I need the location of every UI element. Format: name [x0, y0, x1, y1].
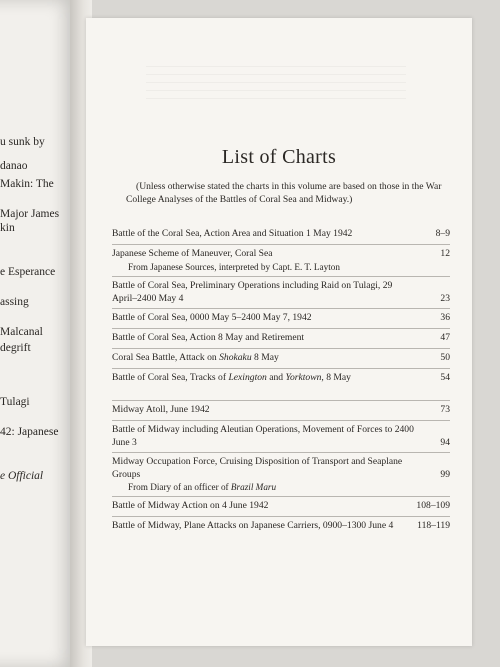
left-page-line: assing — [0, 296, 29, 308]
show-through-text — [146, 66, 406, 106]
chart-entry — [112, 372, 450, 385]
chart-entry-page: 36 — [440, 312, 450, 323]
left-page-line: degrift — [0, 342, 31, 354]
chart-entry-page: 23 — [440, 292, 450, 304]
left-page-line: Malcanal — [0, 326, 43, 338]
chart-entry-page: 50 — [440, 352, 450, 363]
chart-entry-source: From Diary of an officer of Brazil Maru — [128, 482, 277, 492]
chart-entry-source: From Japanese Sources, interpreted by Capt. E. T. Layton — [128, 261, 340, 272]
chart-entry-page: 47 — [440, 332, 450, 343]
left-page-line: Major James — [0, 208, 60, 220]
divider — [112, 452, 450, 453]
left-page-line: 42: Japanese — [0, 426, 59, 438]
left-page-line: e Official — [0, 470, 44, 482]
chart-entry — [112, 248, 450, 273]
intro-paragraph: (Unless otherwise stated the charts in this volume are based on those in the War College Analyses of the Battles of Coral Sea and Midway.) — [126, 181, 442, 205]
left-page-line: kin — [0, 222, 15, 234]
chart-entry — [112, 404, 450, 417]
chart-entry — [112, 520, 450, 533]
page-title: List of Charts — [221, 146, 337, 168]
left-page-line: danao — [0, 160, 28, 172]
chart-entry-title: Battle of Coral Sea, Action 8 May and Retirement — [112, 332, 305, 343]
chart-entry-title: Coral Sea Battle, Attack on Shokaku 8 May — [112, 352, 279, 363]
divider — [112, 328, 450, 329]
left-page — [0, 0, 75, 667]
chart-entry-page: 94 — [440, 436, 450, 448]
chart-entry — [112, 500, 450, 513]
chart-entry-page: 54 — [440, 372, 450, 383]
chart-entry-title: Battle of Coral Sea, Tracks of Lexington and Yorktown, 8 May — [112, 372, 351, 383]
divider — [112, 244, 450, 245]
chart-entry-title: Battle of Midway including Aleutian Operations, Movement of Forces to 2400 June 3 — [112, 424, 414, 448]
chart-entry-title: Midway Atoll, June 1942 — [112, 404, 210, 415]
divider — [112, 496, 450, 497]
divider — [112, 368, 450, 369]
chart-entry — [112, 312, 450, 325]
left-page-line: Tulagi — [0, 396, 30, 408]
left-page-line: u sunk by — [0, 136, 45, 148]
chart-entry — [112, 332, 450, 345]
chart-entry-title: Battle of Coral Sea, 0000 May 5–2400 May 7, 1942 — [112, 312, 312, 323]
chart-entry-title: Battle of Midway, Plane Attacks on Japanese Carriers, 0900–1300 June 4 — [112, 520, 394, 531]
chart-entry-title: Midway Occupation Force, Cruising Disposition of Transport and Seaplane Groups — [112, 456, 403, 480]
chart-entry — [112, 424, 450, 449]
divider — [112, 420, 450, 421]
chart-entry — [112, 280, 450, 305]
chart-entry — [112, 456, 450, 494]
chart-entry-page: 118–119 — [417, 520, 450, 531]
divider — [112, 308, 450, 309]
chart-entry — [112, 352, 450, 365]
left-page-line: e Esperance — [0, 266, 56, 278]
chart-entry-page: 108–109 — [416, 500, 450, 511]
chart-entry-title: Battle of Midway Action on 4 June 1942 — [112, 500, 269, 511]
chart-entry-page: 8–9 — [435, 228, 450, 239]
chart-entry-title: Japanese Scheme of Maneuver, Coral Sea — [112, 248, 273, 259]
chart-entry-title: Battle of the Coral Sea, Action Area and Situation 1 May 1942 — [112, 228, 353, 239]
chart-entry-page: 73 — [440, 404, 450, 415]
chart-entry — [112, 228, 450, 241]
divider — [112, 516, 450, 517]
divider — [112, 348, 450, 349]
divider — [112, 400, 450, 401]
chart-entry-page: 99 — [440, 468, 450, 480]
chart-entry-page: 12 — [440, 248, 450, 259]
right-page — [86, 18, 472, 646]
left-page-line: Makin: The — [0, 178, 54, 190]
divider — [112, 276, 450, 277]
chart-entry-title: Battle of Coral Sea, Preliminary Operations including Raid on Tulagi, 29 April–2400 May 4 — [112, 280, 393, 304]
